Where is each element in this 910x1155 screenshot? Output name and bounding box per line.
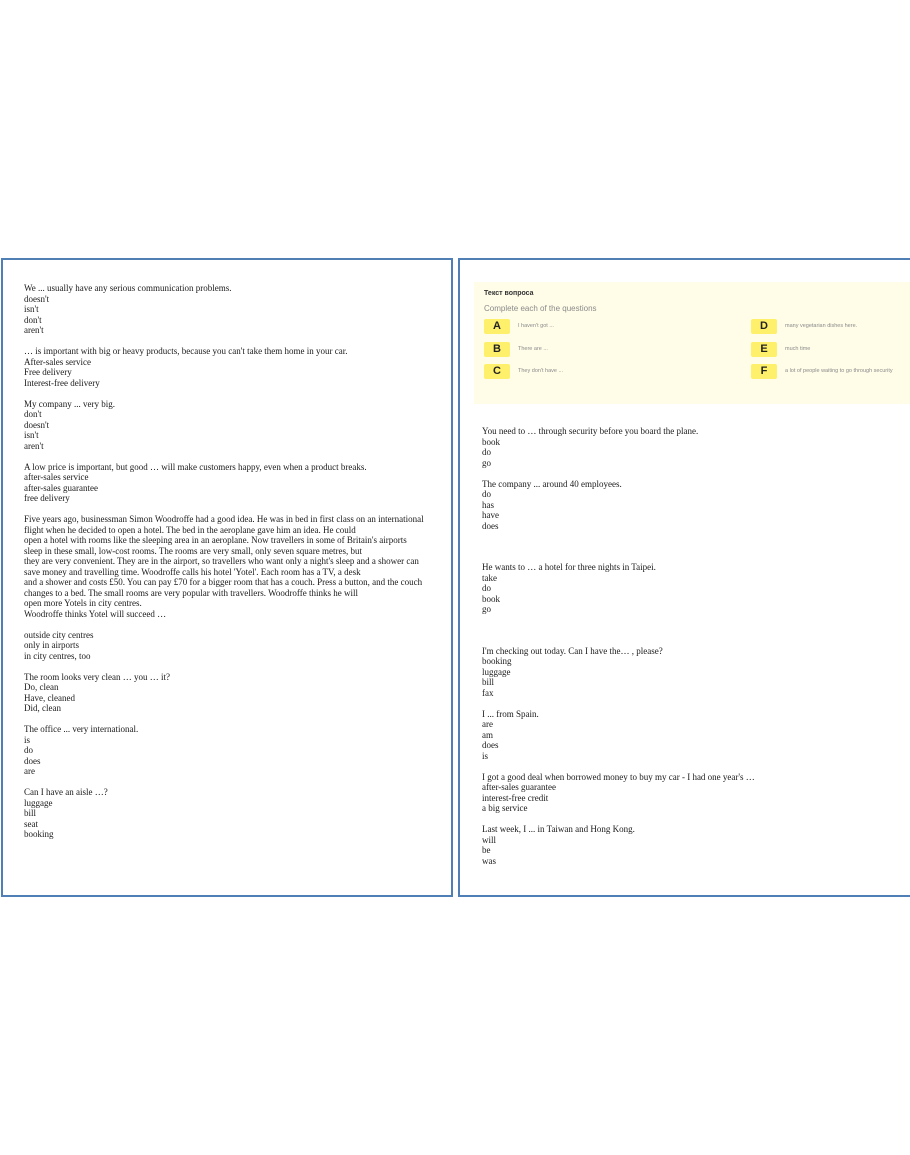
question-r1 — [482, 426, 902, 468]
option: bill — [24, 808, 37, 818]
question-r4 — [482, 646, 902, 699]
question-text: A low price is important, but good … will make customers happy, even when a product breaks. — [24, 461, 367, 472]
match-letter: A — [484, 319, 510, 334]
option: do — [24, 745, 33, 755]
question-text: The room looks very clean … you … it? — [24, 671, 170, 682]
option: Did, clean — [24, 703, 61, 713]
option: isn't — [24, 430, 39, 440]
question-text: I ... from Spain. — [482, 708, 539, 719]
question-text: Last week, I ... in Taiwan and Hong Kong. — [482, 824, 635, 834]
match-letter: F — [751, 364, 777, 379]
question-1 — [24, 283, 444, 336]
option: Do, clean — [24, 682, 59, 692]
option: interest-free credit — [482, 792, 549, 803]
option: don't — [24, 409, 42, 419]
question-4 — [24, 462, 444, 504]
option: does — [24, 755, 41, 766]
option: has — [482, 499, 494, 510]
passage-line: they are very convenient. They are in the airport, so travellers who want only a night's sleep and a shower can — [24, 556, 419, 566]
match-title: Текст вопроса — [484, 290, 534, 297]
option: doesn't — [24, 293, 50, 304]
option: aren't — [24, 440, 44, 451]
passage-line: sleep in these small, low-cost rooms. The rooms are very small, only seven square metres, but — [24, 545, 363, 556]
option: Interest-free delivery — [24, 377, 100, 388]
match-text: a lot of people waiting to go through security — [785, 368, 893, 374]
option: book — [482, 593, 500, 604]
option: does — [482, 520, 499, 531]
option: is — [24, 734, 31, 745]
question-text: I'm checking out today. Can I have the… , please? — [482, 645, 663, 656]
option: is — [482, 750, 489, 761]
option: after-sales guarantee — [482, 782, 557, 792]
passage-line: Five years ago, businessman Simon Woodroffe had a good idea. He was in bed in first class on an international — [24, 514, 424, 524]
passage-line: changes to a bed. The small rooms are very popular with travellers. Woodroffe thinks he will — [24, 587, 358, 598]
passage-line: flight when he decided to open a hotel. The bed in the aeroplane gave him an idea. He could — [24, 524, 356, 535]
question-text: Can I have an aisle …? — [24, 787, 108, 797]
question-text: The office ... very international. — [24, 724, 139, 734]
question-r3 — [482, 562, 902, 615]
option: aren't — [24, 325, 44, 335]
match-letter: B — [484, 342, 510, 357]
match-item-a — [484, 318, 554, 334]
match-text: There are ... — [518, 346, 548, 352]
option: are — [24, 766, 35, 776]
option: take — [482, 572, 497, 583]
match-item-d — [751, 318, 857, 334]
option: be — [482, 845, 491, 855]
left-column — [24, 283, 444, 840]
question-text: … is important with big or heavy products, because you can't take them home in your car. — [24, 346, 348, 356]
question-3 — [24, 399, 444, 452]
match-text: I haven't got ... — [518, 323, 554, 329]
option: Free delivery — [24, 367, 72, 377]
question-r2 — [482, 479, 902, 532]
option: are — [482, 719, 493, 729]
match-text: much time — [785, 346, 811, 352]
match-letter: C — [484, 364, 510, 379]
question-text: You need to … through security before you board the plane. — [482, 426, 699, 436]
match-item-c — [484, 363, 563, 379]
match-item-f — [751, 363, 893, 379]
option: am — [482, 729, 493, 740]
match-letter: D — [751, 319, 777, 334]
option: luggage — [24, 797, 53, 808]
option: a big service — [482, 803, 528, 813]
option: free delivery — [24, 493, 70, 503]
option: do — [482, 583, 491, 593]
question-7 — [24, 724, 444, 777]
option: do — [482, 447, 491, 457]
question-text: The company ... around 40 employees. — [482, 478, 622, 489]
option: after-sales service — [24, 472, 89, 482]
question-r7 — [482, 824, 902, 866]
question-text: We ... usually have any serious communication problems. — [24, 283, 232, 293]
option: will — [482, 834, 497, 845]
match-text: They don't have ... — [518, 368, 564, 374]
option: doesn't — [24, 419, 50, 430]
option: go — [482, 457, 491, 468]
option: don't — [24, 314, 42, 325]
option: fax — [482, 687, 494, 698]
option: booking — [482, 656, 512, 666]
option: in city centres, too — [24, 650, 91, 661]
question-text: My company ... very big. — [24, 398, 115, 409]
question-8 — [24, 787, 444, 840]
passage-line: open a hotel with rooms like the sleeping area in an aeroplane. Now travellers in some of Britain's airports — [24, 535, 407, 545]
option: After-sales service — [24, 356, 92, 367]
right-page — [458, 258, 910, 897]
passage-question: Woodroffe thinks Yotel will succeed … — [24, 608, 167, 619]
option: book — [482, 436, 500, 447]
match-item-b — [484, 341, 548, 357]
passage-line: save money and travelling time. Woodroffe calls his hotel 'Yotel'. Each room has a TV, a desk — [24, 566, 361, 577]
passage-line: open more Yotels in city centres. — [24, 598, 142, 608]
match-instruction: Complete each of the questions — [484, 304, 597, 313]
option: do — [482, 489, 491, 499]
option: bill — [482, 677, 495, 687]
match-letter: E — [751, 342, 777, 357]
question-2 — [24, 346, 444, 388]
question-text: I got a good deal when borrowed money to buy my car - I had one year's … — [482, 771, 755, 782]
match-text: many vegetarian dishes here. — [785, 323, 858, 329]
option: have — [482, 510, 499, 520]
reading-passage — [24, 514, 444, 661]
option: only in airports — [24, 640, 79, 650]
option: seat — [24, 818, 38, 829]
option: booking — [24, 829, 54, 839]
question-text: He wants to … a hotel for three nights in Taipei. — [482, 562, 656, 572]
option: does — [482, 740, 499, 750]
right-column — [482, 426, 902, 866]
match-item-e — [751, 341, 810, 357]
option: go — [482, 604, 491, 614]
option: luggage — [482, 666, 511, 677]
left-page — [1, 258, 453, 897]
option: Have, cleaned — [24, 692, 75, 703]
passage-line: and a shower and costs £50. You can pay £70 for a bigger room that has a couch. Press a button, and the couch — [24, 577, 423, 587]
option: isn't — [24, 304, 39, 314]
question-r5 — [482, 709, 902, 762]
question-r6 — [482, 772, 902, 814]
match-question-panel — [474, 282, 910, 404]
question-6 — [24, 672, 444, 714]
option: after-sales guarantee — [24, 482, 99, 493]
option: outside city centres — [24, 629, 94, 640]
option: was — [482, 855, 496, 866]
